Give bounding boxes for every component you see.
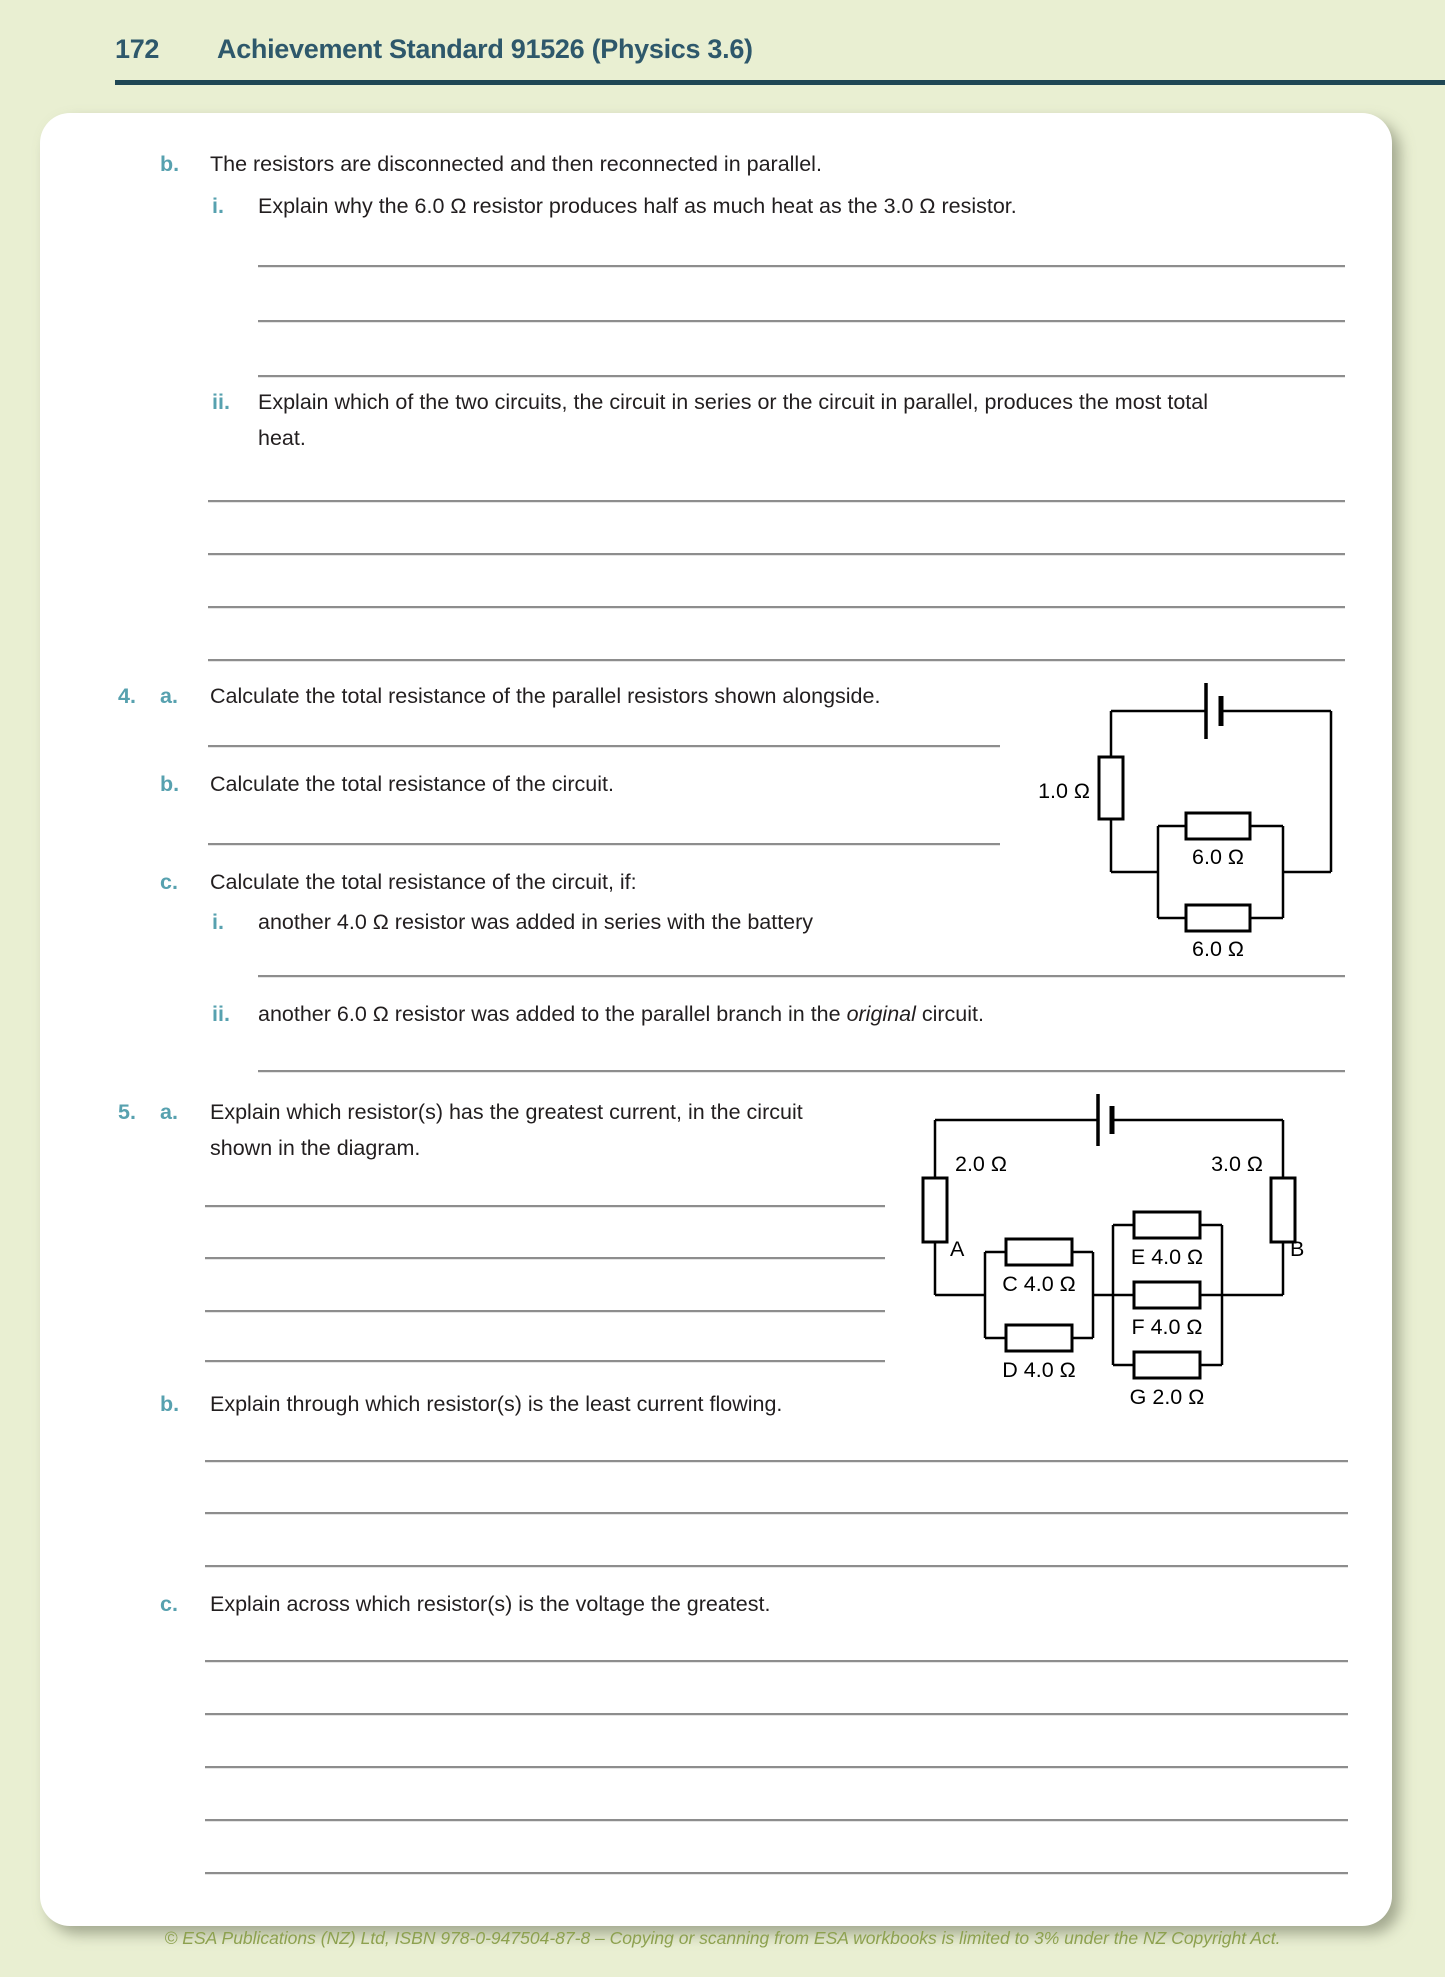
question-4c — [160, 868, 637, 896]
answer-line — [258, 375, 1345, 377]
question-b-i — [212, 192, 1017, 220]
resistor-6ohm-bottom — [1186, 905, 1250, 931]
footer-copyright: © ESA Publications (NZ) Ltd, ISBN 978-0-947504-87-8 – Copying or scanning from ESA workbooks is limited to 3% under the NZ Copyright Act. — [164, 1928, 1281, 1948]
answer-line — [208, 500, 1345, 502]
answer-line — [205, 1819, 1348, 1821]
question-5a — [118, 1098, 803, 1126]
question-5c — [160, 1590, 770, 1618]
question-4b-label: b. — [160, 772, 180, 796]
question-4b-text: Calculate the total resistance of the circuit. — [210, 772, 614, 796]
question-4c-i-label: i. — [212, 910, 224, 934]
resistor-1ohm — [1099, 757, 1123, 819]
question-5-number: 5. — [118, 1100, 136, 1124]
question-5c-label: c. — [160, 1592, 178, 1616]
answer-line — [205, 1766, 1348, 1768]
resistor-2ohm-left — [923, 1178, 947, 1242]
resistor-f-label: F 4.0 Ω — [1131, 1315, 1203, 1339]
resistor-6ohm-top — [1186, 813, 1250, 839]
answer-line — [208, 606, 1345, 608]
resistor-d — [1006, 1325, 1072, 1351]
question-b-ii-text-line2: heat. — [258, 426, 306, 450]
question-5b — [160, 1390, 782, 1418]
resistor-g-label: G 2.0 Ω — [1129, 1385, 1205, 1409]
answer-line — [205, 1205, 885, 1207]
question-5a-label: a. — [160, 1100, 178, 1124]
question-4c-i — [212, 908, 813, 936]
answer-line — [205, 1872, 1348, 1874]
question-4c-ii-text-italic: original — [846, 1002, 916, 1026]
question-4-number: 4. — [118, 684, 136, 708]
resistor-f — [1134, 1282, 1200, 1308]
page-number: 172 — [115, 34, 160, 64]
resistor-3ohm-right-label: 3.0 Ω — [1211, 1152, 1263, 1176]
answer-line — [205, 1512, 1348, 1514]
question-4a-label: a. — [160, 684, 178, 708]
question-4c-ii-label: ii. — [212, 1002, 230, 1026]
page-title: Achievement Standard 91526 (Physics 3.6) — [217, 34, 753, 64]
answer-line — [258, 1070, 1345, 1072]
resistor-e — [1134, 1212, 1200, 1238]
answer-line — [258, 265, 1345, 267]
question-4a — [118, 682, 880, 710]
answer-line — [208, 553, 1345, 555]
resistor-2ohm-left-label: 2.0 Ω — [955, 1152, 1007, 1176]
answer-line — [205, 1660, 1348, 1662]
resistor-c — [1006, 1239, 1072, 1265]
question-4c-i-text: another 4.0 Ω resistor was added in series with the battery — [258, 910, 814, 934]
question-4c-text: Calculate the total resistance of the circuit, if: — [210, 870, 637, 894]
resistor-c-label: C 4.0 Ω — [1002, 1272, 1076, 1296]
question-b-ii-text-line1: Explain which of the two circuits, the circuit in series or the circuit in parallel, produces the most total — [258, 390, 1208, 414]
question-5a-text-line1: Explain which resistor(s) has the greatest current, in the circuit — [210, 1100, 803, 1124]
circuit-diagram-q5 — [855, 1085, 1315, 1415]
question-4c-ii-text-before: another 6.0 Ω resistor was added to the parallel branch in the — [258, 1002, 847, 1026]
question-b-ii-label: ii. — [212, 390, 230, 414]
resistor-g — [1134, 1352, 1200, 1378]
question-5c-text: Explain across which resistor(s) is the voltage the greatest. — [210, 1592, 771, 1616]
header-rule — [115, 80, 1445, 85]
question-b — [160, 150, 822, 178]
question-4c-label: c. — [160, 870, 178, 894]
question-4b — [160, 770, 614, 798]
question-5a-text-line2: shown in the diagram. — [210, 1136, 421, 1160]
question-5b-label: b. — [160, 1392, 180, 1416]
answer-line — [205, 1310, 885, 1312]
resistor-d-label: D 4.0 Ω — [1002, 1358, 1076, 1382]
question-b-ii — [212, 388, 1208, 416]
question-b-i-text: Explain why the 6.0 Ω resistor produces half as much heat as the 3.0 Ω resistor. — [258, 194, 1017, 218]
resistor-6ohm-bottom-label: 6.0 Ω — [1192, 937, 1244, 961]
answer-line — [205, 1565, 1348, 1567]
question-b-label: b. — [160, 152, 180, 176]
node-a-label: A — [950, 1237, 965, 1261]
circuit-diagram-q4 — [1030, 660, 1360, 980]
question-4c-ii-text-after: circuit. — [915, 1002, 984, 1026]
question-b-text: The resistors are disconnected and then reconnected in parallel. — [210, 152, 822, 176]
question-b-i-label: i. — [212, 194, 224, 218]
resistor-1ohm-label: 1.0 Ω — [1038, 779, 1090, 803]
resistor-6ohm-top-label: 6.0 Ω — [1192, 845, 1244, 869]
resistor-e-label: E 4.0 Ω — [1130, 1245, 1204, 1269]
answer-line — [205, 1460, 1348, 1462]
node-b-label: B — [1290, 1237, 1305, 1261]
resistor-3ohm-right — [1271, 1178, 1295, 1242]
answer-line — [208, 745, 1000, 747]
question-b-ii-wrap — [258, 424, 306, 452]
answer-line — [205, 1360, 885, 1362]
answer-line — [258, 320, 1345, 322]
answer-line — [205, 1257, 885, 1259]
answer-line — [208, 843, 1000, 845]
answer-line — [205, 1713, 1348, 1715]
question-4a-text: Calculate the total resistance of the parallel resistors shown alongside. — [210, 684, 881, 708]
question-4c-ii — [212, 1000, 984, 1028]
question-5b-text: Explain through which resistor(s) is the least current flowing. — [210, 1392, 783, 1416]
question-5a-wrap — [210, 1134, 420, 1162]
